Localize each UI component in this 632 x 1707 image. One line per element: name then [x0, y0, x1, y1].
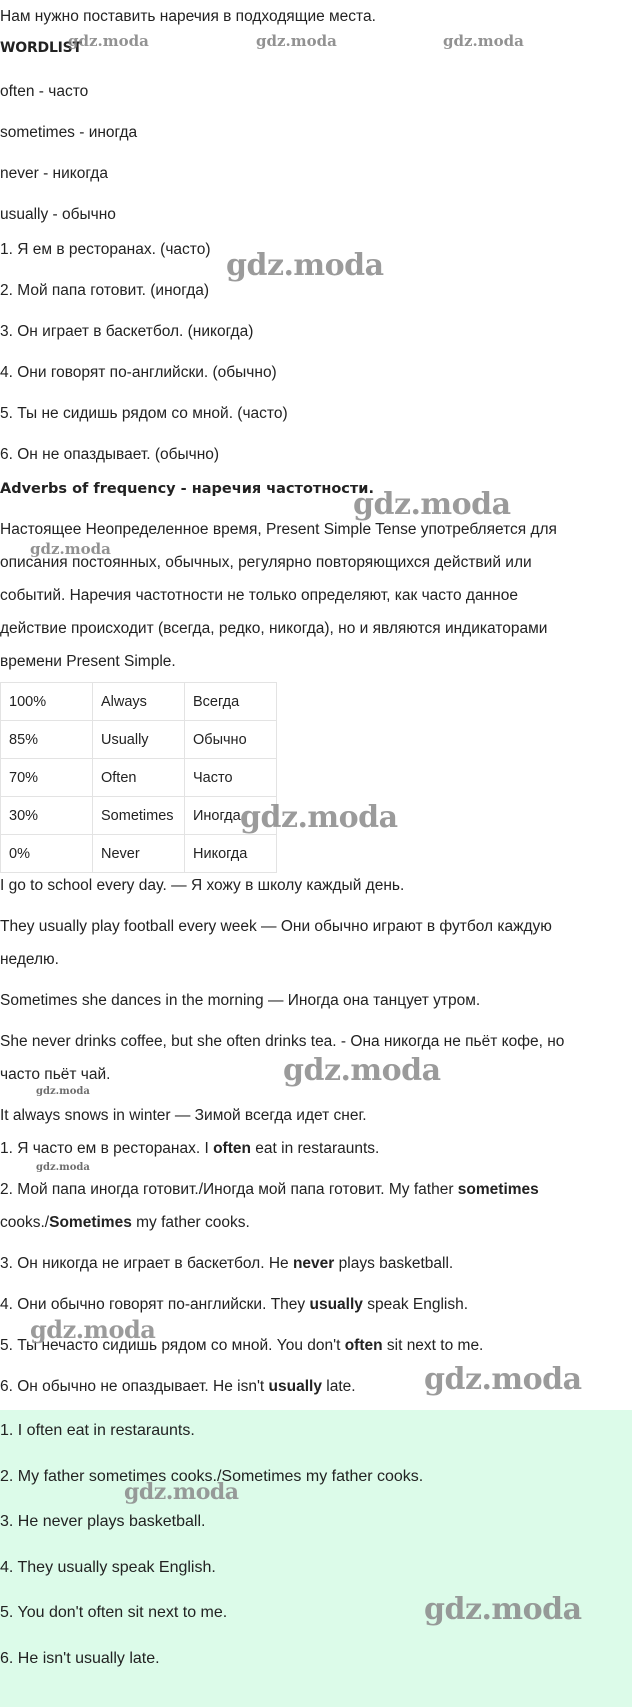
- wordlist-item: usually - обычно: [0, 206, 116, 223]
- watermark: gdz.moda: [443, 32, 524, 50]
- wordlist-item: never - никогда: [0, 165, 108, 182]
- solution-line: [0, 1180, 539, 1200]
- table-row: [1, 683, 277, 721]
- table-row: [1, 797, 277, 835]
- solution-text: my father cooks.: [131, 1214, 250, 1231]
- solution-adverb: Sometimes: [49, 1214, 132, 1231]
- table-cell-ru: Обычно: [185, 721, 277, 759]
- theory-line: описания постоянных, обычных, регулярно повторяющихся действий или: [0, 554, 532, 571]
- table-cell-en: Always: [93, 683, 185, 721]
- intro-text: Нам нужно поставить наречия в подходящие места.: [0, 8, 376, 25]
- solution-text: late.: [321, 1378, 356, 1395]
- solution-text: 5. Ты нечасто сидишь рядом со мной. You don't: [0, 1337, 345, 1354]
- watermark: gdz.moda: [424, 1362, 582, 1397]
- solution-adverb: often: [213, 1140, 251, 1157]
- solution-line: [0, 1377, 356, 1397]
- example-line: She never drinks coffee, but she often drinks tea. - Она никогда не пьёт кофе, но: [0, 1033, 565, 1050]
- watermark: gdz.moda: [30, 540, 111, 558]
- solution-text: sit next to me.: [382, 1337, 484, 1354]
- watermark: gdz.moda: [68, 32, 149, 50]
- task-item: 4. Они говорят по-английски. (обычно): [0, 364, 277, 381]
- watermark: gdz.moda: [424, 1592, 582, 1627]
- table-cell-en: Sometimes: [93, 797, 185, 835]
- theory-line: времени Present Simple.: [0, 653, 176, 670]
- watermark: gdz.moda: [240, 800, 398, 835]
- watermark: gdz.moda: [36, 1086, 90, 1097]
- task-item: 5. Ты не сидишь рядом со мной. (часто): [0, 405, 288, 422]
- table-cell-en: Never: [93, 835, 185, 873]
- answer-line: 2. My father sometimes cooks./Sometimes my father cooks.: [0, 1468, 424, 1485]
- example-line: Sometimes she dances in the morning — Иногда она танцует утром.: [0, 992, 481, 1009]
- table-row: [1, 759, 277, 797]
- table-row: [1, 721, 277, 759]
- solution-text: 6. Он обычно не опаздывает. He isn't: [0, 1378, 269, 1395]
- answer-line: 4. They usually speak English.: [0, 1559, 216, 1576]
- solution-text: 4. Они обычно говорят по-английски. They: [0, 1296, 310, 1313]
- answers-block: [0, 1410, 632, 1707]
- table-cell-ru: Всегда: [185, 683, 277, 721]
- example-line: неделю.: [0, 951, 59, 968]
- table-cell-percent: 85%: [1, 721, 93, 759]
- answer-line: 5. You don't often sit next to me.: [0, 1604, 228, 1621]
- table-cell-percent: 70%: [1, 759, 93, 797]
- watermark: gdz.moda: [226, 248, 384, 283]
- solution-text: 3. Он никогда не играет в баскетбол. He: [0, 1255, 293, 1272]
- solution-line: [0, 1213, 250, 1233]
- watermark: gdz.moda: [353, 487, 511, 522]
- table-cell-ru: Никогда: [185, 835, 277, 873]
- table-cell-percent: 100%: [1, 683, 93, 721]
- watermark: gdz.moda: [30, 1315, 156, 1344]
- wordlist-item: sometimes - иногда: [0, 124, 138, 141]
- solution-text: eat in restaraunts.: [250, 1140, 380, 1157]
- watermark: gdz.moda: [36, 1162, 90, 1173]
- solution-text: speak English.: [362, 1296, 469, 1313]
- theory-line: событий. Наречия частотности не только определяют, как часто данное: [0, 587, 518, 604]
- solution-line: [0, 1295, 468, 1315]
- task-item: 2. Мой папа готовит. (иногда): [0, 282, 210, 299]
- example-line: They usually play football every week — Они обычно играют в футбол каждую: [0, 918, 552, 935]
- task-item: 6. Он не опаздывает. (обычно): [0, 446, 220, 463]
- solution-text: plays basketball.: [334, 1255, 454, 1272]
- solution-adverb: never: [292, 1255, 335, 1272]
- example-line: I go to school every day. — Я хожу в школу каждый день.: [0, 877, 405, 894]
- table-cell-percent: 0%: [1, 835, 93, 873]
- solution-text: 2. Мой папа иногда готовит./Иногда мой папа готовит. My father: [0, 1181, 458, 1198]
- table-row: [1, 835, 277, 873]
- solution-text: 1. Я часто ем в ресторанах. I: [0, 1140, 214, 1157]
- solution-adverb: often: [344, 1337, 383, 1354]
- table-cell-percent: 30%: [1, 797, 93, 835]
- answer-line: 6. He isn't usually late.: [0, 1650, 160, 1667]
- example-line: It always snows in winter — Зимой всегда идет снег.: [0, 1107, 367, 1124]
- wordlist-item: often - часто: [0, 83, 89, 100]
- solution-line: [0, 1336, 483, 1356]
- theory-title: Adverbs of frequency - наречия частотности.: [0, 481, 374, 497]
- table-cell-en: Often: [93, 759, 185, 797]
- table-cell-en: Usually: [93, 721, 185, 759]
- frequency-table: [0, 682, 277, 873]
- example-line: часто пьёт чай.: [0, 1066, 111, 1083]
- table-cell-ru: Часто: [185, 759, 277, 797]
- solution-text: cooks./: [0, 1214, 50, 1231]
- answer-line: 1. I often eat in restaraunts.: [0, 1422, 195, 1439]
- theory-line: Настоящее Неопределенное время, Present Simple Tense употребляется для: [0, 521, 557, 538]
- task-item: 3. Он играет в баскетбол. (никогда): [0, 323, 254, 340]
- solution-adverb: sometimes: [457, 1181, 539, 1198]
- solution-adverb: usually: [268, 1378, 322, 1395]
- solution-adverb: usually: [309, 1296, 363, 1313]
- watermark: gdz.moda: [283, 1053, 441, 1088]
- theory-line: действие происходит (всегда, редко, никогда), но и являются индикаторами: [0, 620, 548, 637]
- solution-line: [0, 1254, 453, 1274]
- solution-line: [0, 1139, 379, 1159]
- table-cell-ru: Иногда: [185, 797, 277, 835]
- wordlist-title: WORDLIST: [0, 40, 82, 56]
- task-item: 1. Я ем в ресторанах. (часто): [0, 241, 211, 258]
- watermark: gdz.moda: [124, 1479, 239, 1505]
- answer-line: 3. He never plays basketball.: [0, 1513, 206, 1530]
- watermark: gdz.moda: [256, 32, 337, 50]
